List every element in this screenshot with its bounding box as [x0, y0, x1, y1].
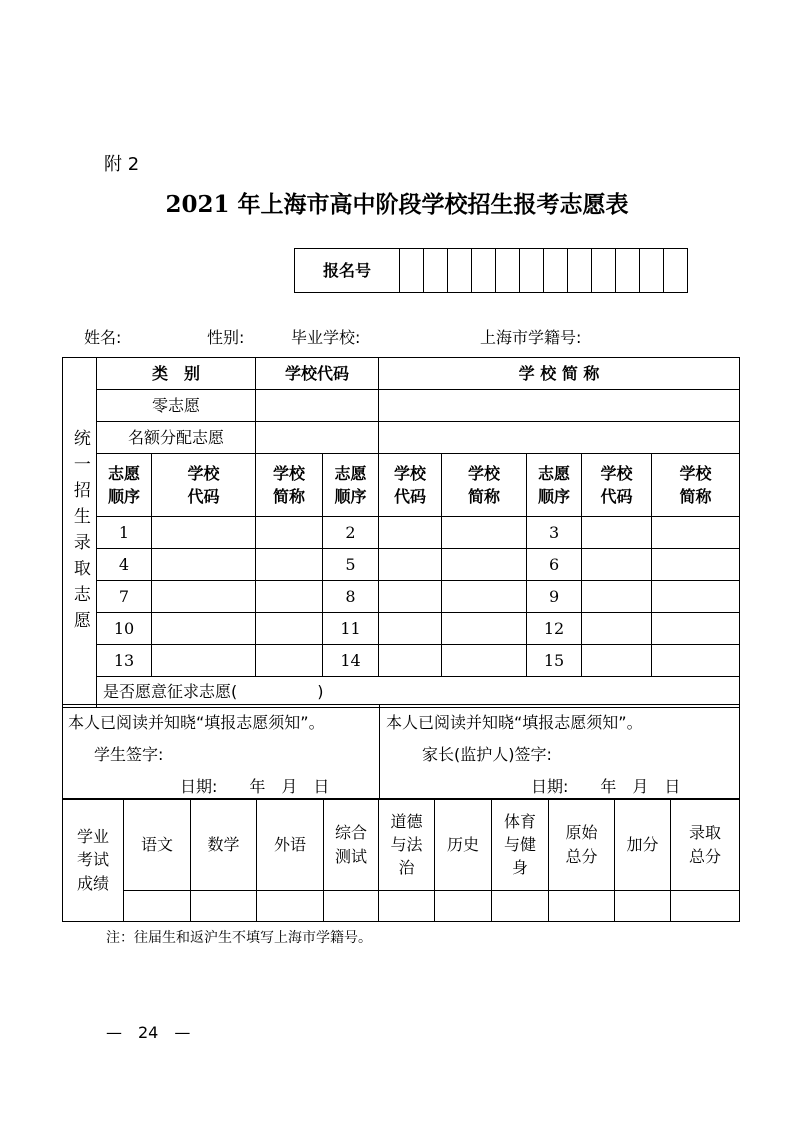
choice-name-cell[interactable] [442, 549, 527, 581]
footnote: 注：往届生和返沪生不填写上海市学籍号。 [106, 930, 372, 946]
choice-name-cell[interactable] [652, 581, 740, 613]
order-column-header: 志愿 顺序 [323, 454, 379, 517]
registration-digit-box[interactable] [496, 249, 520, 293]
choice-number: 6 [527, 549, 582, 581]
school-short-name-header: 学 校 简 称 [379, 358, 740, 390]
choice-name-cell[interactable] [256, 549, 323, 581]
zero-choice-code-cell[interactable] [256, 390, 379, 422]
signature-table [62, 704, 740, 800]
comprehensive-test-header: 综合 测试 [324, 799, 379, 891]
admission-total-header: 录取 总分 [671, 799, 740, 891]
order-column-header: 志愿 顺序 [97, 454, 152, 517]
choice-number: 4 [97, 549, 152, 581]
registration-digit-box[interactable] [520, 249, 544, 293]
history-header: 历史 [435, 799, 492, 891]
choice-row [63, 549, 740, 581]
choice-name-cell[interactable] [652, 645, 740, 677]
bonus-cell[interactable] [615, 891, 671, 922]
choice-number: 10 [97, 613, 152, 645]
form-title: 2021 年上海市高中阶段学校招生报考志愿表 [165, 191, 629, 218]
registration-digit-box[interactable] [616, 249, 640, 293]
choice-number: 12 [527, 613, 582, 645]
registration-digit-box[interactable] [544, 249, 568, 293]
ethics-law-header: 道德 与法 治 [379, 799, 435, 891]
choice-number: 5 [323, 549, 379, 581]
choice-name-cell[interactable] [652, 517, 740, 549]
choice-name-cell[interactable] [256, 645, 323, 677]
choice-row [63, 645, 740, 677]
short-name-column-header: 学校 简称 [256, 454, 323, 517]
choice-number: 1 [97, 517, 152, 549]
foreign-language-header: 外语 [257, 799, 324, 891]
choice-number: 14 [323, 645, 379, 677]
ethics-score-cell[interactable] [379, 891, 435, 922]
choice-number: 13 [97, 645, 152, 677]
comprehensive-score-cell[interactable] [324, 891, 379, 922]
raw-total-cell[interactable] [549, 891, 615, 922]
registration-digit-box[interactable] [472, 249, 496, 293]
short-name-column-header: 学校 简称 [652, 454, 740, 517]
choice-code-cell[interactable] [152, 613, 256, 645]
registration-digit-box[interactable] [640, 249, 664, 293]
choice-code-cell[interactable] [582, 645, 652, 677]
order-column-header: 志愿 顺序 [527, 454, 582, 517]
choice-code-cell[interactable] [582, 613, 652, 645]
choice-code-cell[interactable] [379, 549, 442, 581]
solicit-choice-field[interactable]: 是否愿意征求志愿( ) [97, 677, 740, 708]
bonus-header: 加分 [615, 799, 671, 891]
parent-date-label: 日期: 年 月 日 [531, 777, 681, 796]
choice-row [63, 517, 740, 549]
academic-scores-label: 学业 考试 成绩 [63, 799, 124, 922]
choice-code-cell[interactable] [152, 549, 256, 581]
parent-signature-label: 家长(监护人)签字: [422, 745, 552, 764]
choice-code-cell[interactable] [379, 613, 442, 645]
registration-number-boxes [294, 248, 688, 293]
choice-name-cell[interactable] [442, 645, 527, 677]
parent-signature-cell[interactable] [380, 705, 740, 800]
choice-name-cell[interactable] [652, 549, 740, 581]
choice-code-cell[interactable] [379, 645, 442, 677]
foreign-language-score-cell[interactable] [257, 891, 324, 922]
math-score-cell[interactable] [191, 891, 257, 922]
student-date-label: 日期: 年 月 日 [180, 777, 330, 796]
raw-total-header: 原始 总分 [549, 799, 615, 891]
student-signature-label: 学生签字: [94, 745, 164, 764]
short-name-column-header: 学校 简称 [442, 454, 527, 517]
registration-digit-box[interactable] [448, 249, 472, 293]
choice-row [63, 581, 740, 613]
math-header: 数学 [191, 799, 257, 891]
choice-code-cell[interactable] [152, 645, 256, 677]
chinese-header: 语文 [124, 799, 191, 891]
physical-education-header: 体育 与健 身 [492, 799, 549, 891]
parent-acknowledgement: 本人已阅读并知晓“填报志愿须知”。 [386, 713, 643, 732]
code-column-header: 学校 代码 [582, 454, 652, 517]
choice-code-cell[interactable] [582, 517, 652, 549]
zero-choice-label: 零志愿 [97, 390, 256, 422]
chinese-score-cell[interactable] [124, 891, 191, 922]
choice-number: 15 [527, 645, 582, 677]
choice-number: 7 [97, 581, 152, 613]
unified-admission-label: 统一招生录取志愿 [63, 358, 97, 708]
choice-name-cell[interactable] [442, 581, 527, 613]
registration-label: 报名号 [295, 249, 400, 293]
quota-choice-label: 名额分配志愿 [97, 422, 256, 454]
quota-choice-name-cell[interactable] [379, 422, 740, 454]
academic-scores-table [62, 798, 740, 922]
choice-name-cell[interactable] [256, 581, 323, 613]
registration-digit-box[interactable] [568, 249, 592, 293]
choice-name-cell[interactable] [442, 613, 527, 645]
choice-row [63, 613, 740, 645]
student-signature-cell[interactable] [63, 705, 380, 800]
choice-code-cell[interactable] [152, 581, 256, 613]
choice-code-cell[interactable] [379, 581, 442, 613]
name-label: 姓名: [84, 328, 122, 347]
page-number: — 24 — [106, 1023, 191, 1042]
registration-digit-box[interactable] [400, 249, 424, 293]
admission-total-cell[interactable] [671, 891, 740, 922]
registration-digit-box[interactable] [664, 249, 688, 293]
code-column-header: 学校 代码 [379, 454, 442, 517]
pe-score-cell[interactable] [492, 891, 549, 922]
student-acknowledgement: 本人已阅读并知晓“填报志愿须知”。 [68, 713, 325, 732]
gender-label: 性别: [207, 328, 245, 347]
choices-table [62, 357, 740, 708]
choice-code-cell[interactable] [582, 549, 652, 581]
category-header: 类 别 [97, 358, 256, 390]
choice-name-cell[interactable] [256, 613, 323, 645]
choice-code-cell[interactable] [152, 517, 256, 549]
choice-code-cell[interactable] [379, 517, 442, 549]
code-column-header: 学校 代码 [152, 454, 256, 517]
school-label: 毕业学校: [291, 328, 361, 347]
choice-name-cell[interactable] [442, 517, 527, 549]
zero-choice-name-cell[interactable] [379, 390, 740, 422]
choice-number: 3 [527, 517, 582, 549]
choice-number: 9 [527, 581, 582, 613]
history-score-cell[interactable] [435, 891, 492, 922]
attachment-label: 附 2 [104, 154, 140, 175]
registration-digit-box[interactable] [424, 249, 448, 293]
roll-number-label: 上海市学籍号: [480, 328, 582, 347]
choice-number: 8 [323, 581, 379, 613]
choice-number: 2 [323, 517, 379, 549]
registration-digit-box[interactable] [592, 249, 616, 293]
school-code-header: 学校代码 [256, 358, 379, 390]
choice-number: 11 [323, 613, 379, 645]
quota-choice-code-cell[interactable] [256, 422, 379, 454]
choice-name-cell[interactable] [652, 613, 740, 645]
choice-code-cell[interactable] [582, 581, 652, 613]
choice-name-cell[interactable] [256, 517, 323, 549]
